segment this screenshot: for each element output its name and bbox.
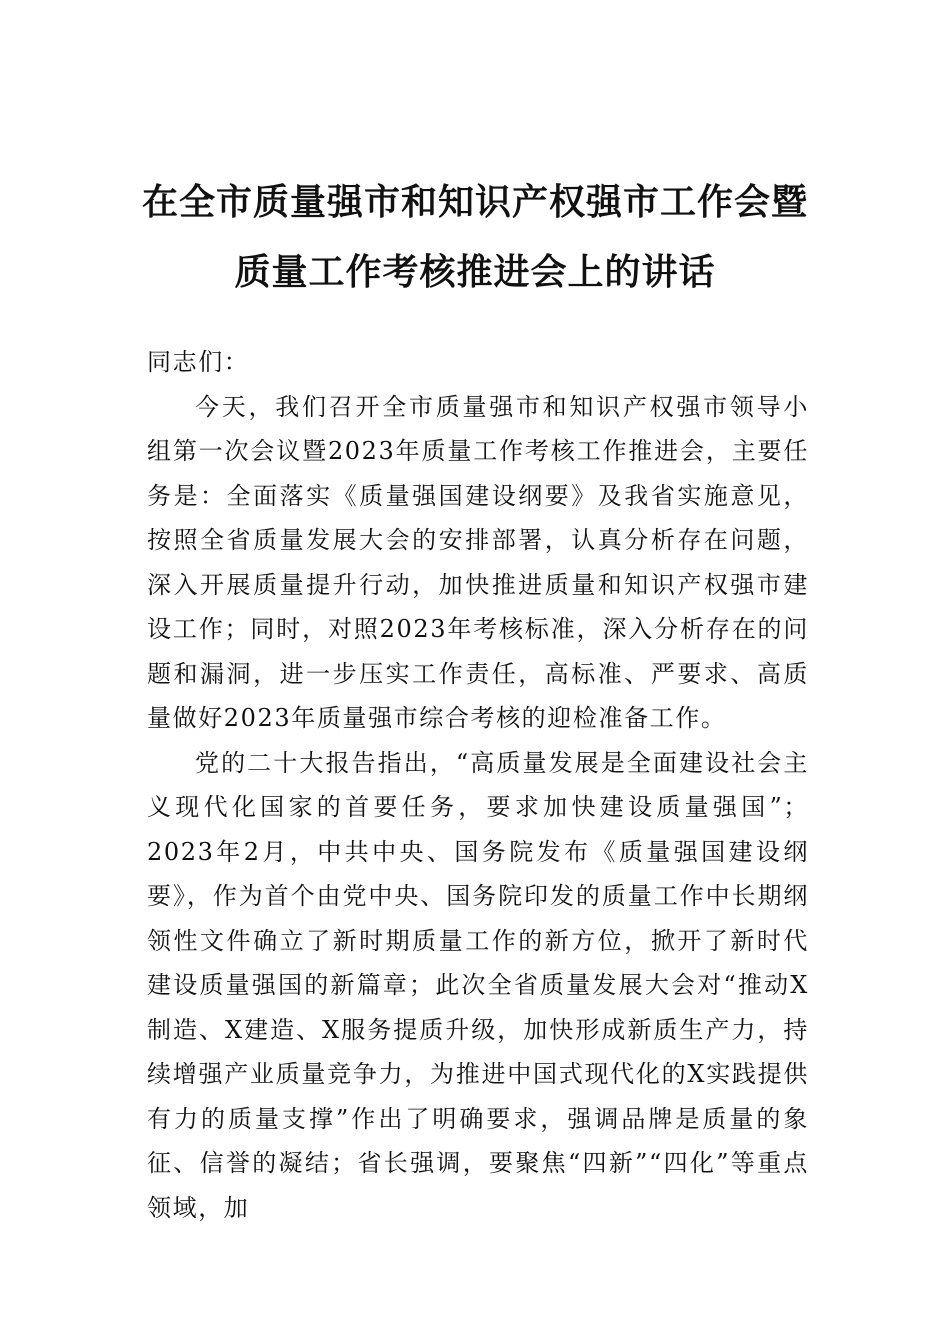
- document-title-line-2: 质量工作考核推进会上的讲话: [234, 252, 716, 293]
- document-title-line-1: 在全市质量强市和知识产权强市工作会暨: [141, 182, 808, 223]
- document-body: [147, 340, 809, 1230]
- paragraph-1: 今天，我们召开全市质量强市和知识产权强市领导小组第一次会议暨2023年质量工作考核工作推进会，主要任务是：全面落实《质量强国建设纲要》及我省实施意见，按照全省质量发展大会的安排部署，认真分析存在问题，深入开展质量提升行动，加快推进质量和知识产权强市建设工作；同时，对照2023年考核标准，深入分析存在的问题和漏洞，进一步压实工作责任，高标准、严要求、高质量做好2023年质量强市综合考核的迎检准备工作。: [147, 392, 809, 732]
- paragraph-2: 党的二十大报告指出，“高质量发展是全面建设社会主义现代化国家的首要任务，要求加快建设质量强国”；2023年2月，中共中央、国务院发布《质量强国建设纲要》，作为首个由党中央、国务院印发的质量工作中长期纲领性文件确立了新时期质量工作的新方位，掀开了新时代建设质量强国的新篇章；此次全省质量发展大会对“推动X制造、X建造、X服务提质升级，加快形成新质生产力，持续增强产业质量竞争力，为推进中国式现代化的X实践提供有力的质量支撑”作出了明确要求，强调品牌是质量的象征、信誉的凝结；省长强调，要聚焦“四新”“四化”等重点领域，加: [147, 748, 809, 1222]
- salutation: 同志们：: [147, 348, 250, 376]
